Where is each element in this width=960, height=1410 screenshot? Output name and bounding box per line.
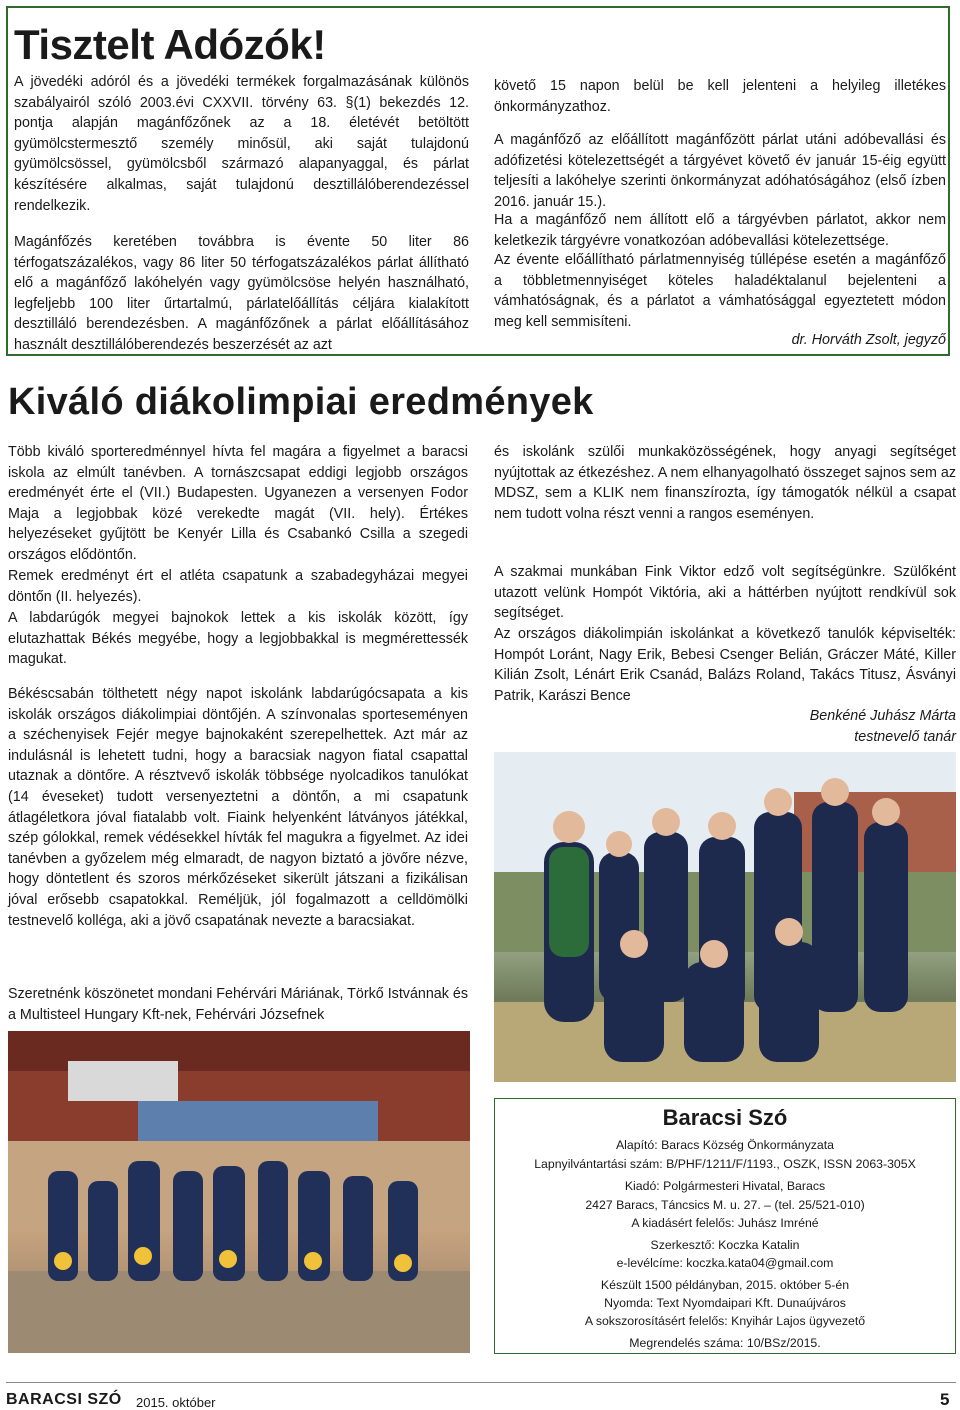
article-left-paragraph-4: Békéscsabán tölthetett négy napot iskolánk labdarúgócsapata a kis iskolák országos diákolimpiai döntőjén. A színvonalas sporteseményen a széchenyisek Fejér megye bajnokaként szerepelhettek. Azt már az indulásnál is lehetett tudni, hogy a baracsiak nagyon fiatal csapattal utaznak a döntőre. A résztvevő iskolák többsége nyolcadikos tanulókat (14 éveseket) tudott versenyeztetni a döntőn, a mi csapatunk átlagéletkora jóval fiatalabb volt. Fiaink helyenként látványos játékkal, szép gólokkal, remek védésekkel hívták fel magukra a figyelmet. Az idei tanévben a győzelem még elmaradt, de nagyon biztató a jövőre nézve, hogy döntetlent és szoros mérkőzéseket sikerült játszani a fizikálisan jóval erősebb csapatokkal. Reméljük, jól fogalmazott a celldömölki testnevelő kollégа, aki a jövő csapatának nevezte a baracsiakat. (8, 686, 468, 929)
sports-hall-illustration (8, 1031, 470, 1353)
article-right-paragraph-1: és iskolánk szülői munkaközösségének, hogy anyagi segítséget nyújtottak az étkezéshez. A nem elhanyagolható összeget sajnos sem az MDSZ, sem a KLIK nem finanszírozta, így támogatók nélkül a csapat nem tudott volna részt venni a rangos eseményen. (494, 444, 956, 522)
tax-left-paragraph-2: Magánfőzés keretében továbbra is évente 50 liter 86 térfogatszázalékos, vagy 86 liter 50 térfogatszázalékos párlat állítható elő a magánfőző lakóhelyén vagy gyümölcsöse helyén használható, legfeljebb 100 liter űrtartalmú, párlatelőállítás céljára kialakított desztilláló berendezésben. A magánfőzőnek a párlat előállításához használt desztillálóberendezés beszerzését az azt (14, 234, 469, 353)
tax-right-paragraph-1: követő 15 napon belül be kell jelenteni a helyileg illetékes önkormányzathoz. (494, 78, 946, 115)
article-left-paragraph-5: Szeretnénk köszönetet mondani Fehérvári Máriának, Törkő Istvánnak és a Multisteel Hungary Kft-nek, Fehérvári Józsefnek (8, 986, 468, 1023)
article-left-paragraph-2: Remek eredményt ért el atléta csapatunk a szabadegyházai megyei döntőn (II. helyezés). (8, 568, 468, 605)
imprint-editor: Szerkesztő: Koczka Katalin (650, 1238, 800, 1252)
article-signature-role: testnevelő tanár (854, 729, 956, 745)
article-left-paragraph-1: Több kiváló sporteredménnyel hívta fel magára a figyelmet a baracsi iskola az elmúlt tanévben. A tornászcsapat eddigi legjobb országos eredményét érte el (VII.) Budapesten. Ugyanezen a versenyen Fodor Maja a legjobbak közé verekedte magát (VII. hely). Értékes helyezéseket gyűjtött be Kenyér Lilla és Csabankó Csilla a szegedi országos elődöntőn. (8, 444, 468, 563)
team-photo (494, 752, 956, 1082)
imprint-address: 2427 Baracs, Táncsics M. u. 27. – (tel. 25/521-010) (585, 1198, 865, 1212)
imprint-order-number: Megrendelés száma: 10/BSz/2015. (629, 1336, 821, 1350)
article-right-paragraph-2: A szakmai munkában Fink Viktor edző volt segítségünkre. Szülőként utazott velünk Hompót Viktória, aki a háttérben nyújtott rendkívül sok segítséget. (494, 564, 956, 622)
sports-hall-photo (8, 1031, 470, 1353)
footer-page-number: 5 (940, 1390, 950, 1409)
tax-signature: dr. Horváth Zsolt, jegyző (791, 332, 946, 348)
imprint-printer: Nyomda: Text Nyomdaipari Kft. Dunaújváros (604, 1296, 846, 1310)
tax-right-paragraph-4: Az évente előállítható párlatmennyiség túllépése esetén a magánfőző a többletmennyiséget köteles haladéktalanul bejelenteni a vámhatóságnak, és a párlatot a vámhatósággal egyeztetett módon meg kell semmisíteni. (494, 252, 946, 330)
tax-right-paragraph-2: A magánfőző az előállított magánfőzött párlat utáni adóbevallási és adófizetési kötelezettségét a tárgyévet követő év január 15-éig együtt teljesíti a lakóhelye szerinti önkormányzat adóhatóságához (első ízben 2016. január 15.). (494, 132, 946, 210)
footer-date: 2015. október (136, 1395, 216, 1410)
imprint-title: Baracsi Szó (662, 1105, 788, 1130)
imprint-registration: Lapnyilvántartási szám: B/PHF/1211/F/1193., OSZK, ISSN 2063-305X (534, 1157, 916, 1171)
imprint-responsible: A kiadásért felelős: Juhász Imréné (631, 1216, 819, 1230)
tax-right-paragraph-3: Ha a magánfőző nem állított elő a tárgyévben párlatot, akkor nem keletkezik tárgyévre vonatkozóan adóbevallási kötelezettsége. (494, 212, 946, 249)
tax-notice-title: Tisztelt Adózók! (14, 21, 326, 68)
footer-publication-name: BARACSI SZÓ (6, 1391, 122, 1408)
team-photo-illustration (494, 752, 956, 1082)
imprint-printed: Készült 1500 példányban, 2015. október 5-én (600, 1278, 850, 1292)
imprint-email: e-levélcíme: koczka.kata04@gmail.com (616, 1256, 834, 1270)
imprint-copy-responsible: A sokszorosításért felelős: Knyihár Lajos ügyvezető (584, 1314, 866, 1328)
footer-divider (6, 1382, 956, 1383)
article-right-paragraph-3: Az országos diákolimpián iskolánkat a következő tanulók képviselték: Hompót Loránt, Nagy Erik, Bebesi Csenger Belián, Gráczer Máté, Killer Kilián Zsolt, Lénárt Erik Csanád, Balázs Roland, Takács Titusz, Ásványi Patrik, Karászi Bence (494, 626, 956, 704)
imprint-founder: Alapító: Baracs Község Önkormányzata (615, 1138, 835, 1152)
article-title: Kiváló diákolimpiai eredmények (8, 381, 594, 423)
article-left-paragraph-3: A labdarúgók megyei bajnokok lettek a kis iskolák között, így elutazhattak Békés megyébe, hogy a legjobbakkal is megmérettessék magukat. (8, 610, 468, 668)
tax-left-paragraph-1: A jövedéki adóról és a jövedéki termékek forgalmazásának különös szabályairól szóló 2003.évi CXXVII. törvény 63. §(1) bekezdés 12. pontja alapján magánfőzőnek az a 18. életévét betöltött gyümölcstermesztő személy minősül, aki saját tulajdonú gyümölcsössel, gyümölcsből származó alapanyaggal, és párlat készítésére alkalmas, saját tulajdonú desztillálóberendezéssel rendelkezik. (14, 74, 469, 214)
article-signature-name: Benkéné Juhász Márta (809, 708, 956, 724)
imprint-publisher: Kiadó: Polgármesteri Hivatal, Baracs (624, 1179, 826, 1193)
